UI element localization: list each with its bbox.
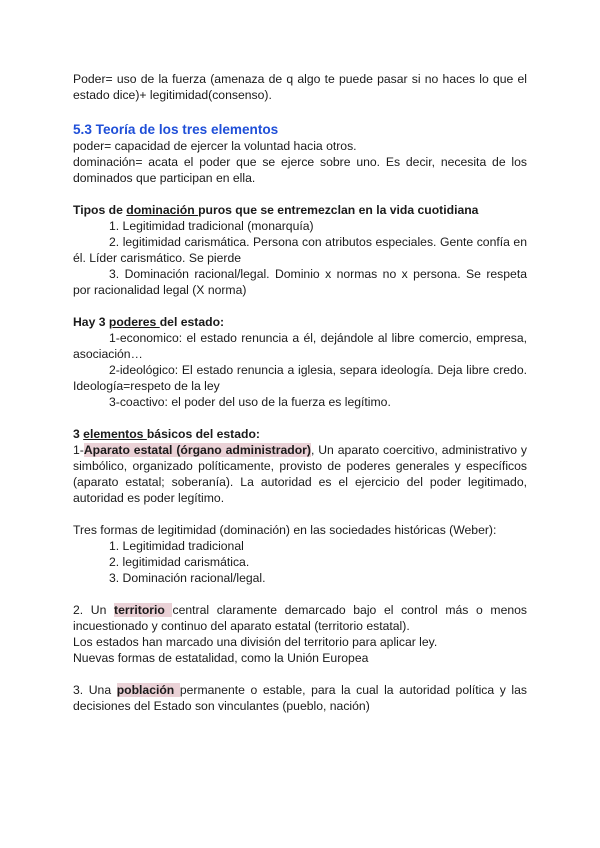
forma-item: 3. Dominación racional/legal. [109,571,266,585]
territorio-line: Los estados han marcado una división del territorio para aplicar ley. [73,635,438,649]
poder-intro: Poder= uso de la fuerza (amenaza de q algo te puede pasar si no haces lo que el estado dice)+ legitimidad(consenso). [73,72,527,102]
tipos-item: 1. Legitimidad tradicional (monarquía) [109,219,314,233]
forma-item: 1. Legitimidad tradicional [109,539,244,553]
poderes-heading: Hay 3 poderes del estado: [73,315,225,329]
elemento-aparato: 1-Aparato estatal (órgano administrador), Un aparato coercitivo, administrativo y simbólico, organizado políticamente, provisto de poderes generales y específicos (aparato estatal; soberanía). La autoridad es el ejercicio del poder legitimado, autoridad es poder legítimo. [73,443,527,505]
poderes-item: 3-coactivo: el poder del uso de la fuerza es legítimo. [109,395,391,409]
elemento-territorio: 2. Un territorio central claramente demarcado bajo el control más o menos incuestionado y continuo del aparato estatal (territorio estatal). [73,603,527,633]
elementos-heading: 3 elementos básicos del estado: [73,427,260,441]
tipos-heading: Tipos de dominación puros que se entremezclan en la vida cuotidiana [73,203,479,217]
territorio-line: Nuevas formas de estatalidad, como la Unión Europea [73,651,369,665]
document-page [73,71,527,714]
poderes-item: 2-ideológico: El estado renuncia a iglesia, separa ideología. Deja libre credo. Ideología=respeto de la ley [73,363,527,393]
poder-definition: poder= capacidad de ejercer la voluntad hacia otros. [73,139,357,153]
poderes-item: 1-economico: el estado renuncia a él, dejándole al libre comercio, empresa, asociación… [73,331,527,361]
tipos-item: 2. legitimidad carismática. Persona con atributos especiales. Gente confía en él. Líder carismático. Se pierde [73,235,527,265]
forma-item: 2. legitimidad carismática. [109,555,250,569]
section-title: 5.3 Teoría de los tres elementos [73,122,279,137]
formas-intro: Tres formas de legitimidad (dominación) en las sociedades históricas (Weber): [73,523,497,537]
dominacion-definition: dominación= acata el poder que se ejerce sobre uno. Es decir, necesita de los dominados que participan en ella. [73,155,527,185]
elemento-poblacion: 3. Una población permanente o estable, para la cual la autoridad política y las decisiones del Estado son vinculantes (pueblo, nación) [73,683,528,713]
tipos-item: 3. Dominación racional/legal. Dominio x normas no x persona. Se respeta por racionalidad legal (X norma) [73,267,527,297]
